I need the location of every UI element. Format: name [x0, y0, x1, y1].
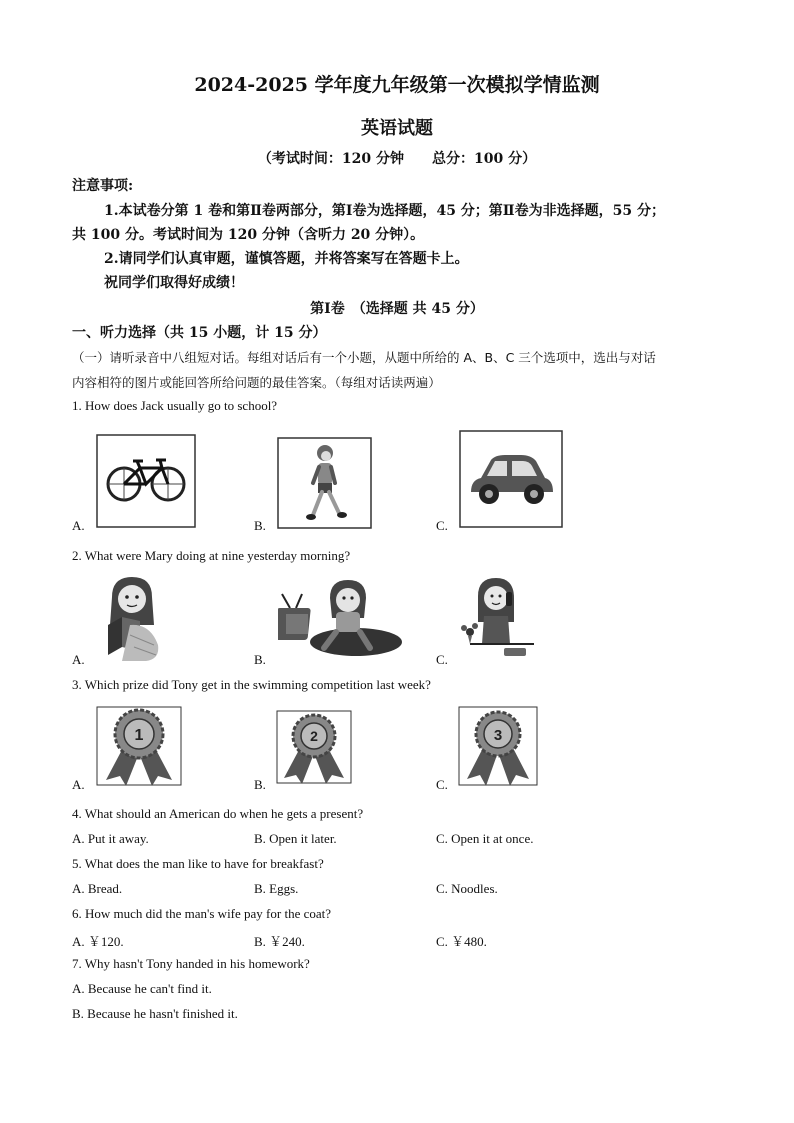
medal-number-1: 1: [134, 727, 144, 744]
car-icon[interactable]: [459, 430, 563, 532]
question-1-text: 1. How does Jack usually go to school?: [72, 398, 278, 413]
question-5-text: 5. What does the man like to have for breakfast?: [72, 856, 324, 871]
question-4-text: 4. What should an American do when he gets a present?: [72, 806, 364, 821]
q4-option-c[interactable]: C. Open it at once.: [436, 831, 534, 846]
question-2-text: 2. What were Mary doing at nine yesterday morning?: [72, 548, 351, 563]
q4-option-a[interactable]: A. Put it away.: [72, 831, 149, 846]
q7-option-a[interactable]: A. Because he can't find it.: [72, 981, 212, 996]
q2-option-c-label: C.: [436, 652, 448, 667]
listening-section-heading: 一、听力选择（共 15 小题，计 15 分）: [72, 325, 327, 341]
notes-heading: 注意事项:: [72, 178, 134, 194]
q5-option-b[interactable]: B. Eggs.: [254, 881, 299, 896]
q1-option-b-label: B.: [254, 518, 266, 533]
question-7-text: 7. Why hasn't Tony handed in his homework?: [72, 956, 310, 971]
notes-line-1b: 共 100 分。考试时间为 120 分钟（含听力 20 分钟）。: [72, 227, 425, 243]
question-6-text: 6. How much did the man's wife pay for the coat?: [72, 906, 332, 921]
q6-option-b[interactable]: B. ￥240.: [254, 934, 305, 949]
q2-option-a-label: A.: [72, 652, 85, 667]
girl-on-phone-icon[interactable]: [456, 576, 536, 666]
medal-number-3: 3: [493, 727, 503, 744]
q1-option-a-label: A.: [72, 518, 85, 533]
girl-watching-tv-icon[interactable]: [278, 578, 404, 664]
reading-girl-icon[interactable]: [100, 575, 165, 667]
subject-title: 英语试题: [361, 118, 433, 139]
listening-instruction-b: 内容相符的图片或能回答所给问题的最佳答案。（每组对话读两遍）: [72, 375, 441, 390]
first-prize-medal-icon[interactable]: [96, 706, 182, 790]
bicycle-icon[interactable]: [96, 434, 196, 532]
third-prize-medal-icon[interactable]: [458, 706, 538, 790]
part1-title: 第Ⅰ卷 （选择题 共 45 分）: [310, 301, 484, 317]
q5-option-a[interactable]: A. Bread.: [72, 881, 123, 896]
q7-option-b[interactable]: B. Because he hasn't finished it.: [72, 1006, 238, 1021]
q2-option-b-label: B.: [254, 652, 266, 667]
q3-option-c-label: C.: [436, 777, 448, 792]
second-prize-medal-icon[interactable]: [276, 710, 352, 788]
q3-option-a-label: A.: [72, 777, 85, 792]
q6-option-c[interactable]: C. ￥480.: [436, 934, 487, 949]
q3-option-b-label: B.: [254, 777, 266, 792]
notes-line-1a: 1.本试卷分第 1 卷和第Ⅱ卷两部分，第Ⅰ卷为选择题，45 分；第Ⅱ卷为非选择题，55 分；: [104, 203, 665, 219]
walking-boy-icon[interactable]: [277, 437, 372, 533]
q4-option-b[interactable]: B. Open it later.: [254, 831, 337, 846]
notes-line-2: 2.请同学们认真审题，谨慎答题，并将答案写在答题卡上。: [104, 251, 469, 267]
notes-line-3: 祝同学们取得好成绩！: [104, 275, 244, 291]
q1-option-c-label: C.: [436, 518, 448, 533]
q6-option-a[interactable]: A. ￥120.: [72, 934, 124, 949]
listening-instruction-a: （一）请听录音中八组短对话。每组对话后有一个小题，从题中所给的 A、B、C 三个选项中，选出与对话: [72, 350, 656, 365]
medal-number-2: 2: [310, 728, 318, 744]
exam-time-info: （考试时间：120 分钟 总分：100 分）: [257, 151, 537, 167]
question-3-text: 3. Which prize did Tony get in the swimming competition last week?: [72, 677, 431, 692]
exam-title: 2024-2025 学年度九年级第一次模拟学情监测: [194, 74, 600, 96]
q5-option-c[interactable]: C. Noodles.: [436, 881, 498, 896]
